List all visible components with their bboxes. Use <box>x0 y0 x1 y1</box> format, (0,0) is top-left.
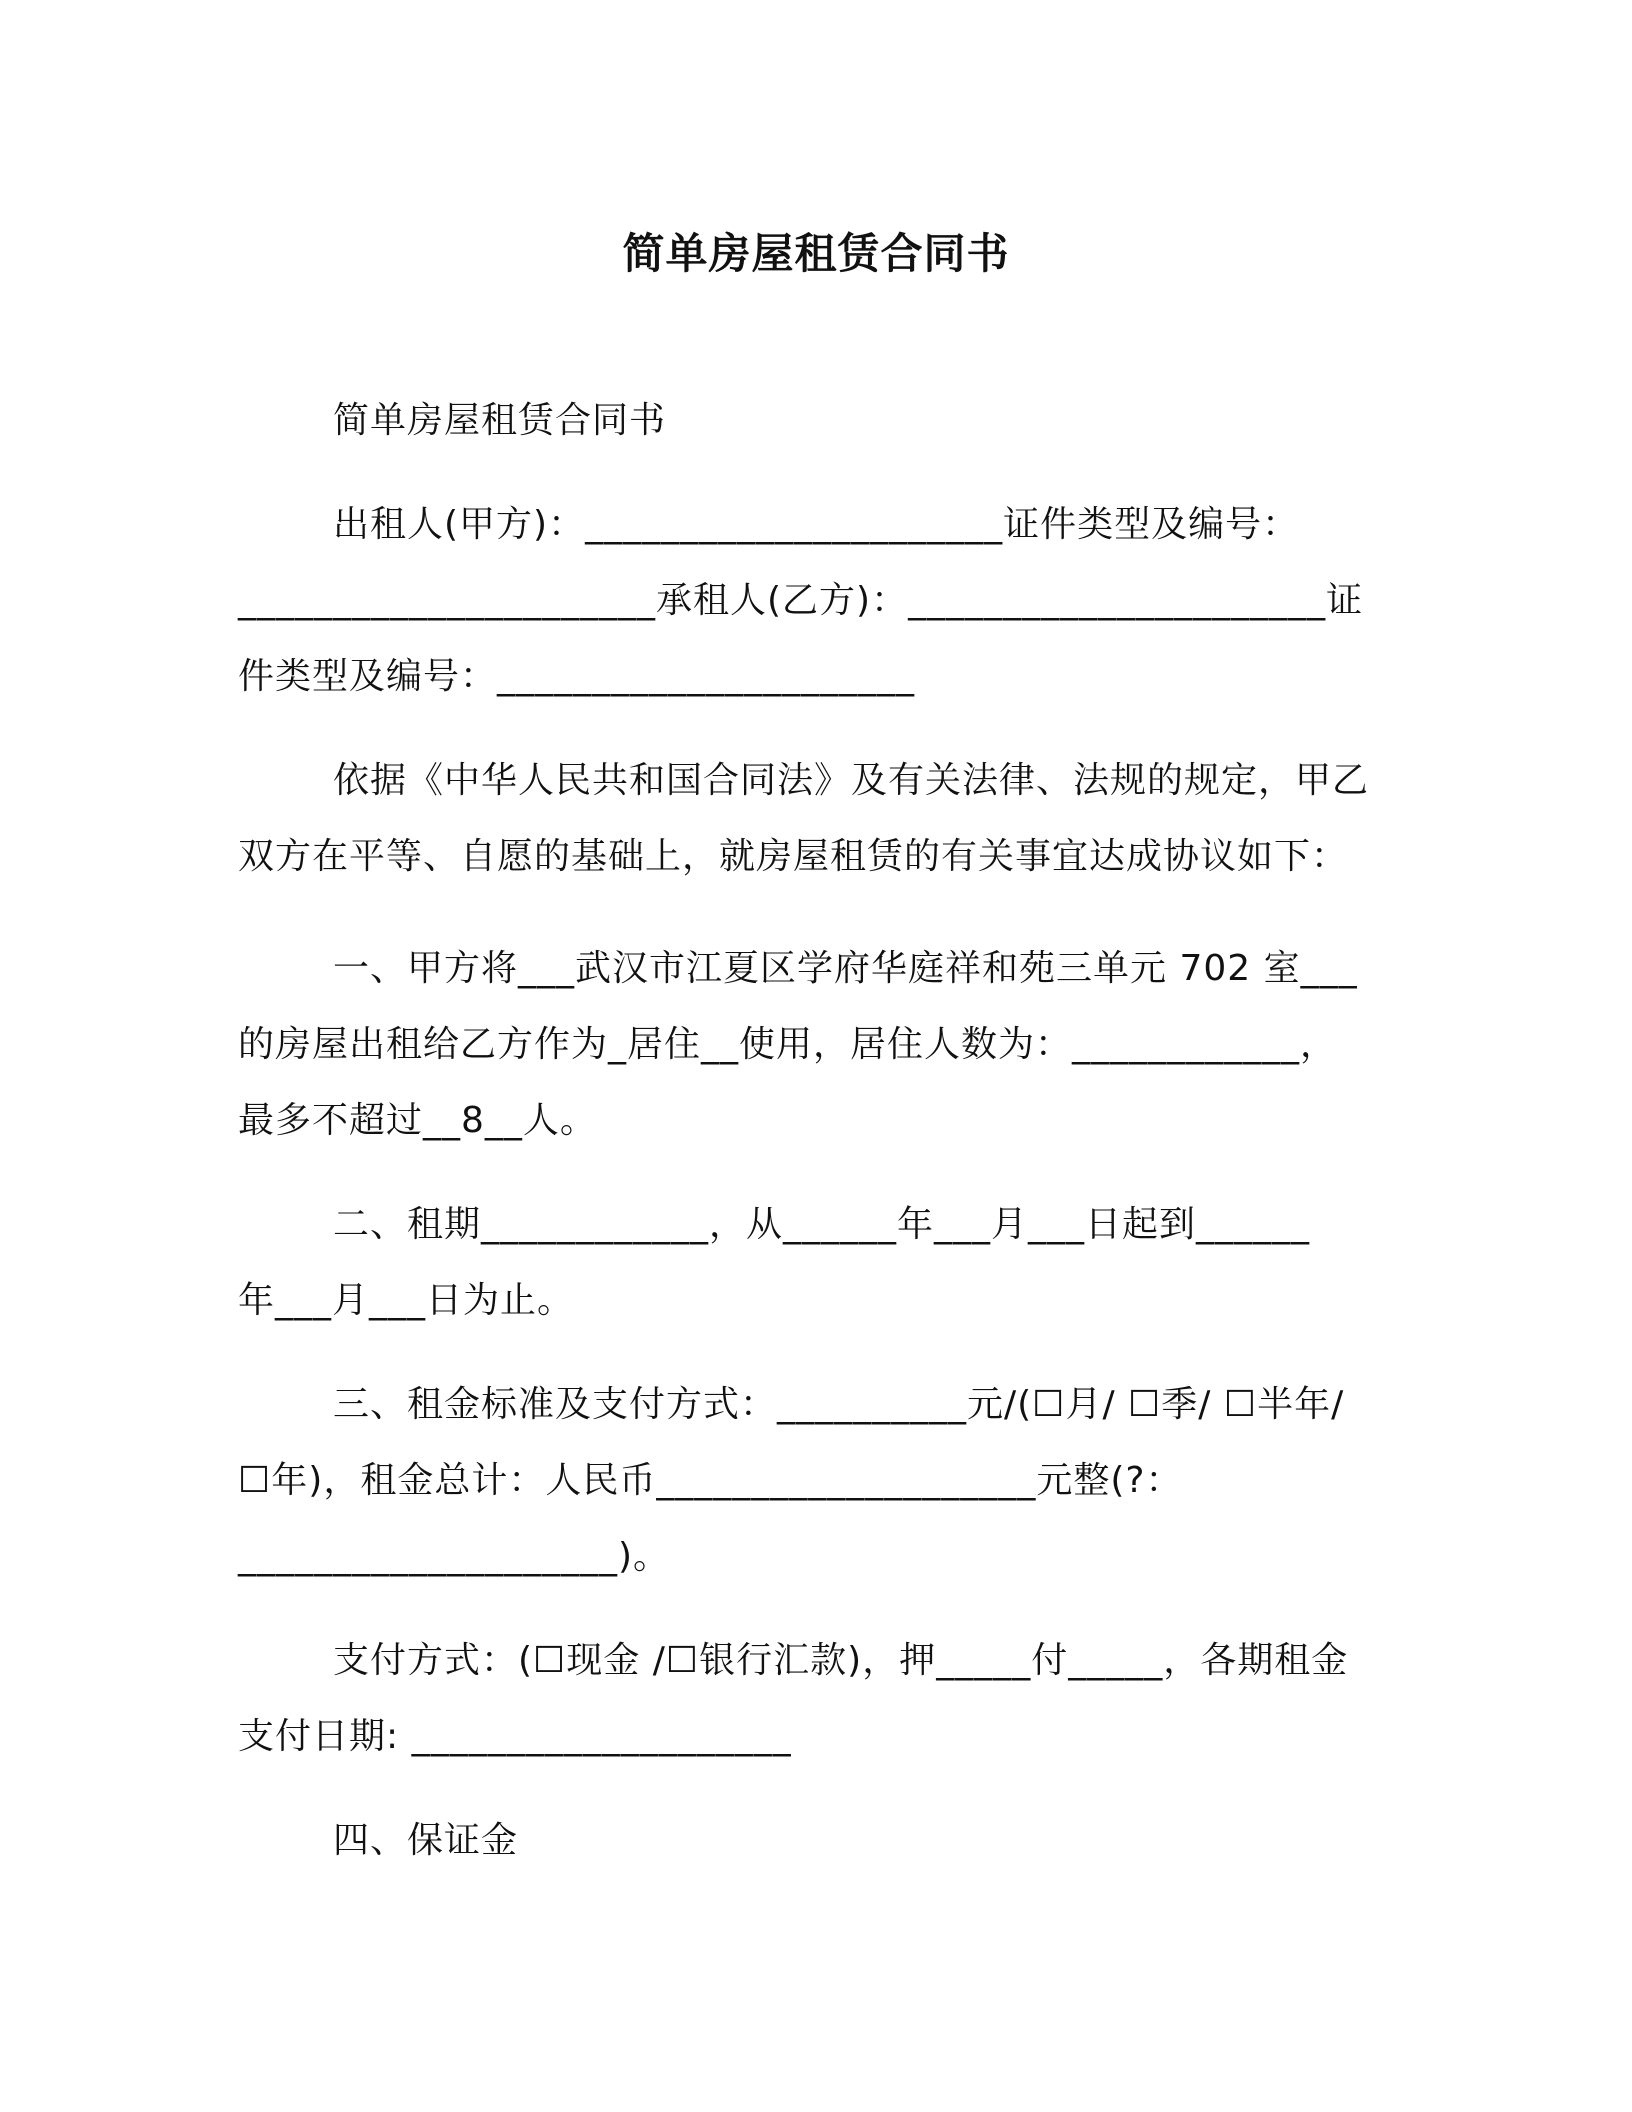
clause-3-line-1: 三、租金标准及支付方式：__________元/(☐月/ ☐季/ ☐半年/ <box>333 1384 1345 1425</box>
clause-2-line-2: 年___月___日为止。 <box>238 1280 575 1321</box>
payment-line-2: 支付日期: ____________________ <box>238 1716 792 1757</box>
clause-2-line-1: 二、租期____________，从______年___月___日起到______ <box>333 1204 1311 1245</box>
clause-3-line-2: ☐年)，租金总计：人民币____________________元整(?： <box>238 1460 1183 1501</box>
clause-1-line-1: 一、甲方将___武汉市江夏区学府华庭祥和苑三单元 702 室___ <box>333 948 1358 989</box>
parties-line-3: 件类型及编号：______________________ <box>238 656 916 697</box>
document-title: 简单房屋租赁合同书 <box>622 229 1010 278</box>
preamble-line-1: 依据《中华人民共和国合同法》及有关法律、法规的规定，甲乙 <box>333 760 1370 801</box>
preamble-line-2: 双方在平等、自愿的基础上，就房屋租赁的有关事宜达成协议如下： <box>238 836 1349 877</box>
subtitle-line: 简单房屋租赁合同书 <box>333 400 667 441</box>
parties-line-2: ______________________承租人(乙方)：______________________证 <box>238 580 1364 621</box>
clause-4-heading: 四、保证金 <box>333 1820 519 1861</box>
clause-3-line-3: ____________________)。 <box>238 1536 671 1577</box>
parties-line-1: 出租人(甲方)：______________________证件类型及编号： <box>333 504 1300 545</box>
clause-1-line-3: 最多不超过__8__人。 <box>238 1100 597 1141</box>
payment-line-1: 支付方式：(☐现金 /☐银行汇款)，押_____付_____，各期租金 <box>333 1640 1349 1681</box>
clause-1-line-2: 的房屋出租给乙方作为_居住__使用，居住人数为：____________， <box>238 1024 1338 1065</box>
